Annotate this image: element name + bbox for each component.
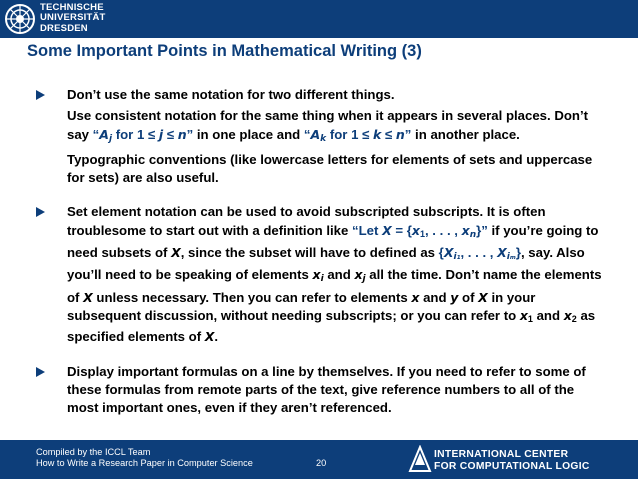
text-segment: X [204,329,215,345]
text-segment: in your subsequent discussion, without needing subscripts; or you can refer to [67,289,536,323]
text-segment: iₘ [506,252,516,263]
bullet-item [36,86,604,187]
iccl-line-1: INTERNATIONAL CENTER [434,449,569,460]
bullet-paragraph [67,363,604,418]
text-segment: 1 [527,313,533,324]
text-segment: k [320,133,327,144]
triangle-bullet-icon [36,367,45,377]
bullet-paragraph [67,86,604,104]
bullet-paragraph [67,151,604,188]
university-line-1: TECHNISCHE [40,2,104,13]
text-segment: for 1 ≤ [326,126,373,142]
triangle-bullet-icon [36,90,45,100]
text-segment: 1 [419,228,425,239]
bullet-item [36,203,604,346]
text-segment: unless necessary. Then you can refer to elements [92,289,412,305]
text-segment: j [108,133,113,144]
text-segment: “ [303,126,311,142]
bullet-paragraph [67,203,604,346]
text-segment: , since the subset will have to defined as [180,245,439,261]
text-segment: i₁ [453,252,461,263]
text-segment: ” [186,126,194,142]
text-segment: ” [404,126,412,142]
tud-logo-icon [0,0,40,38]
text-segment: “ [92,126,100,142]
text-segment: X [478,289,488,305]
text-segment: Don’t use the same notation for two different things. [67,87,395,102]
text-segment: j [158,126,164,142]
footer-line-2: How to Write a Research Paper in Computer Science [36,458,253,468]
slide-title: Some Important Points in Mathematical Writing (3) [27,42,422,60]
text-segment: . [214,329,219,345]
text-segment: 2 [571,313,577,324]
footer-credits [36,447,253,469]
text-segment: = { [391,222,412,238]
text-segment: , . . . , [460,245,498,261]
text-segment: all the time. Don’t name the elements of [67,267,602,305]
text-segment: j [362,274,366,285]
text-segment: X [83,289,93,305]
text-segment: and [323,267,355,283]
text-segment: ≤ [163,126,178,142]
university-name [40,3,106,34]
text-segment: X [497,245,507,261]
triangle-bullet-icon [36,207,45,217]
text-segment: x [519,307,528,323]
text-segment: x [312,267,321,283]
text-segment: x [411,222,420,238]
text-segment: ≤ [381,126,396,142]
text-segment: X [443,245,454,261]
text-segment: x [411,289,420,305]
text-segment: and [419,289,451,305]
text-segment: if you’re going to need subsets of [67,222,599,261]
text-segment: x [563,307,572,323]
text-segment: “Let [352,222,383,238]
page-number: 20 [316,458,327,468]
text-segment: , . . . , [424,222,462,238]
bullet-paragraph [67,107,604,148]
text-segment: k [372,126,382,142]
footer-bar [0,440,638,479]
iccl-logo-icon [408,445,432,473]
text-segment: x [461,222,470,238]
university-line-3: DRESDEN [40,22,88,34]
text-segment: X [382,222,392,238]
text-segment: n [395,126,405,142]
text-segment: Use consistent notation for the same thing when it appears in several places. Don’t say [67,108,589,142]
iccl-line-2: FOR COMPUTATIONAL LOGIC [434,460,590,472]
slide-content [36,86,604,417]
text-segment: n [177,126,187,142]
text-segment: Typographic conventions (like lowercase letters for elements of sets and uppercase for sets) are also useful. [67,151,593,186]
text-segment: in one place and [193,126,304,142]
text-segment: x [354,267,363,283]
text-segment: Set element notation can be used to avoid subscripted subscripts. It is often troublesome to start out with a definition like [67,204,546,238]
text-segment: for 1 ≤ [112,126,159,142]
text-segment: X [171,245,181,261]
text-segment: and [532,307,564,323]
text-segment: }” [476,222,488,238]
text-segment: i [320,274,324,285]
iccl-name [434,449,590,472]
footer-line-1: Compiled by the ICCL Team [36,447,151,457]
text-segment: A [310,126,321,142]
text-segment: as specified elements of [67,307,596,345]
text-segment: n [469,229,477,240]
header-bar [0,0,638,38]
text-segment: { [438,245,444,261]
text-segment: } [515,245,521,261]
text-segment: A [99,126,109,142]
text-segment: , say. Also you’ll need to be speaking of elements [67,245,585,283]
university-line-2: UNIVERSITÄT [40,12,106,24]
text-segment: y [450,289,459,305]
text-segment: of [458,289,479,305]
text-segment: in another place. [411,126,520,142]
text-segment: Display important formulas on a line by themselves. If you need to refer to some of these formulas from remote parts of the text, give reference numbers to all of the most important ones, even if they aren’t referenced. [67,363,586,416]
bullet-item [36,363,604,418]
